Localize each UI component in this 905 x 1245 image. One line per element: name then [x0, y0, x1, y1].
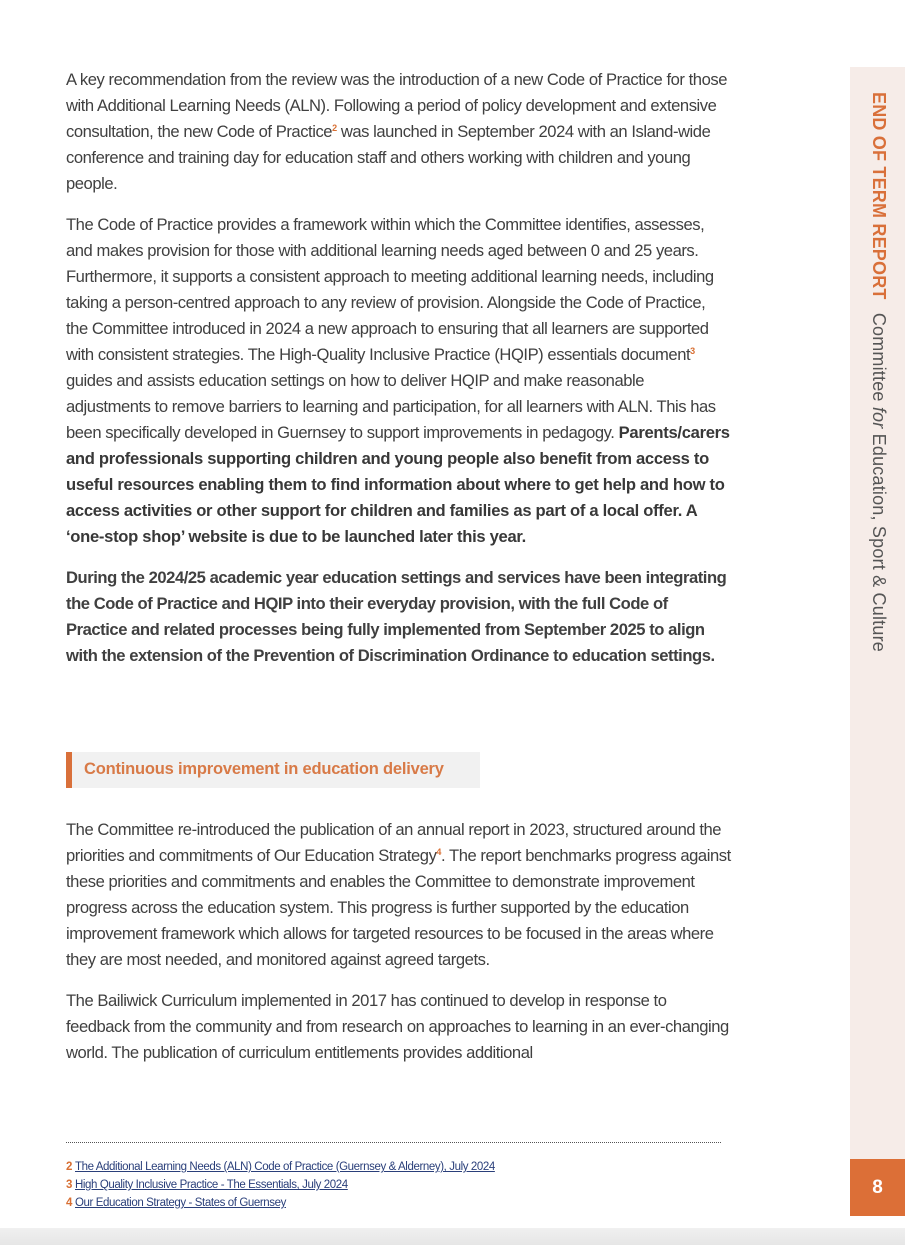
- footnote-ref-4[interactable]: 4: [436, 847, 441, 857]
- viewer-bottom-edge: [0, 1228, 905, 1245]
- bold-text-local-offer: Parents/carers and professionals supporting children and young people also benefit from access to useful resources enabling them to find information about where to get help and how to access activities or other support for children and families as part of a local offer. A ‘one-stop shop’ website is due to be launched later this year.: [66, 423, 730, 546]
- footnote-4: 4 Our Education Strategy - States of Guernsey: [66, 1197, 286, 1209]
- body-section-aln: [66, 67, 731, 684]
- page-number: 8: [850, 1159, 905, 1216]
- section-heading-title: Continuous improvement in education delivery: [84, 760, 444, 778]
- footnote-link-aln-code[interactable]: The Additional Learning Needs (ALN) Code of Practice (Guernsey & Alderney), July 2024: [75, 1161, 495, 1173]
- sidebar-title: [868, 92, 889, 652]
- paragraph-code-of-practice-framework: The Code of Practice provides a framework within which the Committee identifies, assesses, and makes provision for those with additional learning needs aged between 0 and 25 years. Furthermore, it supports a consistent approach to meeting additional learning needs, including taking a person-centred approach to any review of provision. Alongside the Code of Practice, the Committee introduced in 2024 a new approach to ensuring that all learners are supported with consistent strategies. The High-Quality Inclusive Practice (HQIP) essentials document$^3$ guides and assists education settings on how to deliver HQIP and make reasonable adjustments to remove barriers to learning and participation, for all learners with ALN. This has been specifically developed in Guernsey to support improvements in pedagogy. Parents/carers and professionals supporting children and young people also benefit from access to useful resources enabling them to find information about where to get help and how to access activities or other support for children and families as part of a local offer. A ‘one-stop shop’ website is due to be launched later this year.: [66, 215, 730, 546]
- footnote-ref-3[interactable]: 3: [690, 346, 695, 356]
- footnote-link-hqip[interactable]: High Quality Inclusive Practice - The Essentials, July 2024: [75, 1179, 348, 1191]
- footnote-divider: [66, 1142, 721, 1143]
- footnote-3: 3 High Quality Inclusive Practice - The Essentials, July 2024: [66, 1179, 348, 1191]
- committee-name: Committee for Education, Sport & Culture: [869, 312, 889, 652]
- paragraph-code-of-practice-intro: A key recommendation from the review was the introduction of a new Code of Practice for those with Additional Learning Needs (ALN). Following a period of policy development and extensive consultation, the new Code of Practice$^2$ was launched in September 2024 with an Island-wide conference and training day for education staff and others working with children and young people.: [66, 70, 727, 193]
- paragraph-implementation: During the 2024/25 academic year education settings and services have been integrating the Code of Practice and HQIP into their everyday provision, with the full Code of Practice and related processes being fully implemented from September 2025 to align with the extension of the Prevention of Discrimination Ordinance to education settings.: [66, 568, 727, 665]
- section-heading: [66, 752, 480, 788]
- body-section-improvement: [66, 817, 731, 1081]
- footnotes-list: [66, 1158, 495, 1212]
- footnote-2: 2 The Additional Learning Needs (ALN) Code of Practice (Guernsey & Alderney), July 2024: [66, 1161, 495, 1173]
- footnote-link-education-strategy[interactable]: Our Education Strategy - States of Guernsey: [75, 1197, 286, 1209]
- paragraph-annual-report: The Committee re-introduced the publication of an annual report in 2023, structured around the priorities and commitments of Our Education Strategy$^4$. The report benchmarks progress against these priorities and commitments and enables the Committee to demonstrate improvement progress across the education system. This progress is further supported by the education improvement framework which allows for targeted resources to be focused in the areas where they are most needed, and monitored against agreed targets.: [66, 820, 731, 969]
- report-label: END OF TERM REPORT: [869, 92, 889, 300]
- footnote-ref-2[interactable]: 2: [332, 123, 337, 133]
- paragraph-bailiwick-curriculum: The Bailiwick Curriculum implemented in 2017 has continued to develop in response to feedback from the community and from research on approaches to learning in an ever-changing world. The publication of curriculum entitlements provides additional: [66, 991, 729, 1062]
